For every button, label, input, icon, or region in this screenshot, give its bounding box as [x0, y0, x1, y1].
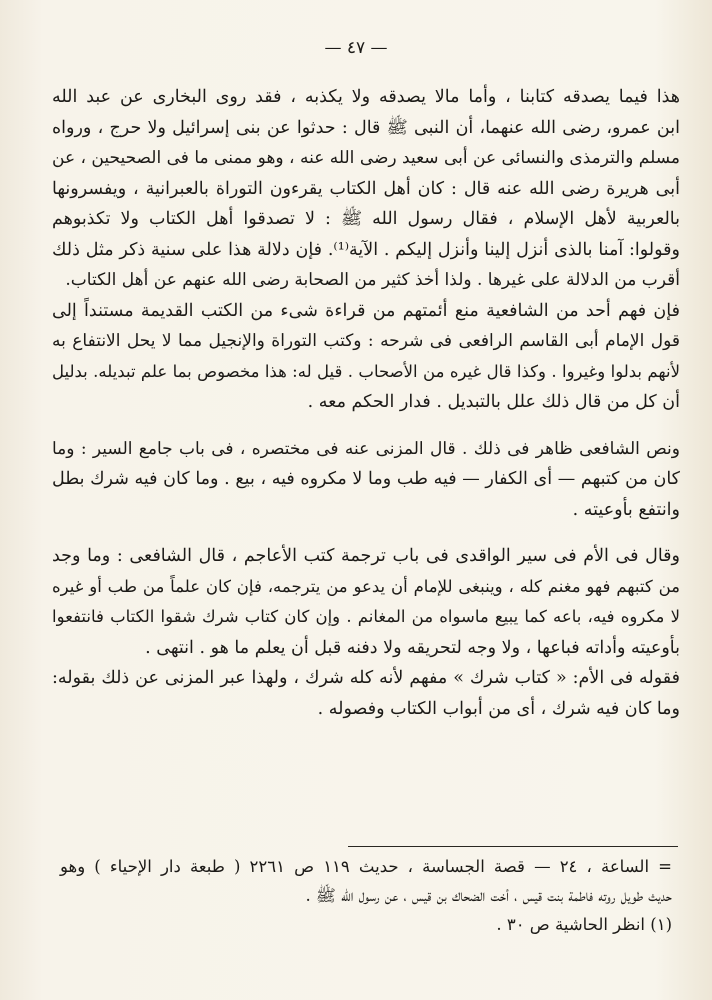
body-text: [52, 82, 680, 724]
body-line: وقولوا: آمنا بالذى أنزل إلينا وأنزل إليكم . الآية⁽¹⁾. فإن دلالة هذا على سنية ذكر مثل ذلك: [52, 239, 680, 260]
body-line: أن كل من قال ذلك علل بالتبديل . فدار الحكم معه .: [307, 392, 680, 412]
footnote-continuation: = الساعة ، ٢٤ — قصة الجساسة ، حديث ١١٩ ص ٢٢٦١ ( طبعة دار الإحياء ) وهو: [60, 857, 672, 876]
footnote-1: (١) انظر الحاشية ص ٣٠ .: [496, 915, 672, 934]
body-line: قول الإمام أبى القاسم الرافعى فى شرحه : وكتب التوراة والإنجيل مما لا يحل الانتفاع به: [52, 331, 680, 351]
body-line: وقال فى الأم فى سير الواقدى فى باب ترجمة كتب الأعاجم ، قال الشافعى : وما وجد: [52, 546, 680, 566]
body-line: فقوله فى الأم: « كتاب شرك » مفهم لأنه كله شرك ، ولهذا عبر المزنى عن ذلك بقوله:: [52, 668, 680, 688]
body-line: وما كان فيه شرك ، أى من أبواب الكتاب وفصوله .: [317, 698, 680, 719]
body-line: هذا فيما يصدقه كتابنا ، وأما مالا يصدقه ولا يكذبه ، فقد روى البخارى عن عبد الله: [52, 87, 680, 107]
body-line: ابن عمرو، رضى الله عنهما، أن النبى ﷺ قال : حدثوا عن بنى إسرائيل ولا حرج ، ورواه: [52, 117, 680, 138]
page-number: — ٤٧ —: [324, 38, 388, 58]
body-line: ونص الشافعى ظاهر فى ذلك . قال المزنى عنه فى مختصره ، فى باب جامع السير : وما: [52, 438, 680, 459]
footnote-divider: [348, 846, 678, 847]
footnotes: [60, 852, 672, 939]
body-line: بأوعيته وأداته فباعها ، ولا وجه لتحريقه ولا دفنه قبل أن يعلم ما هو . انتهى .: [145, 637, 680, 658]
paragraph-gap: [52, 418, 680, 434]
body-line: لأنهم بدلوا وغيروا . وكذا قال غيره من الأصحاب . قيل له: هذا مخصوص بما علم تبديله. بدليل: [52, 361, 680, 381]
body-line: من كتبهم فهو مغنم كله ، وينبغى للإمام أن يدعو من يترجمه، فإن كان علماً من طب أو غيره: [52, 576, 680, 596]
body-line: كان من كتبهم — أى الكفار — فيه طب وما لا مكروه فيه ، بيع . وما كان فيه شرك بطل: [52, 469, 680, 489]
body-line: بالعربية لأهل الإسلام ، فقال رسول الله ﷺ : لا تصدقوا أهل الكتاب ولا تكذبوهم: [52, 209, 680, 229]
paragraph-gap: [52, 525, 680, 541]
body-line: أقرب من الدلالة على غيرها . ولذا أخذ كثير من الصحابة رضى الله عنهم عن أهل الكتاب.: [65, 270, 680, 290]
body-line: وانتفع بأوعيته .: [572, 499, 680, 520]
body-line: أبى هريرة رضى الله عنه قال : كان أهل الكتاب يقرءون التوراة بالعبرانية ، ويفسرونها: [52, 178, 680, 199]
footnote-continuation: حديث طويل روته فاطمة بنت قيس ، أخت الضحاك بن قيس ، عن رسول الله ﷺ .: [305, 886, 672, 905]
body-line: لا مكروه فيه، باعه كما يبيع ماسواه من المغانم . وإن كان كتاب شرك شقوا الكتاب فانتفعوا: [52, 607, 680, 626]
body-line: فإن فهم أحد من الشافعية منع أئمتهم من قراءة شىء من الكتب القديمة مستنداً إلى: [52, 300, 680, 321]
body-line: مسلم والترمذى والنسائى عن أبى سعيد رضى الله عنه ، وهو ممنى ما فى الصحيحين ، عن: [52, 148, 680, 168]
